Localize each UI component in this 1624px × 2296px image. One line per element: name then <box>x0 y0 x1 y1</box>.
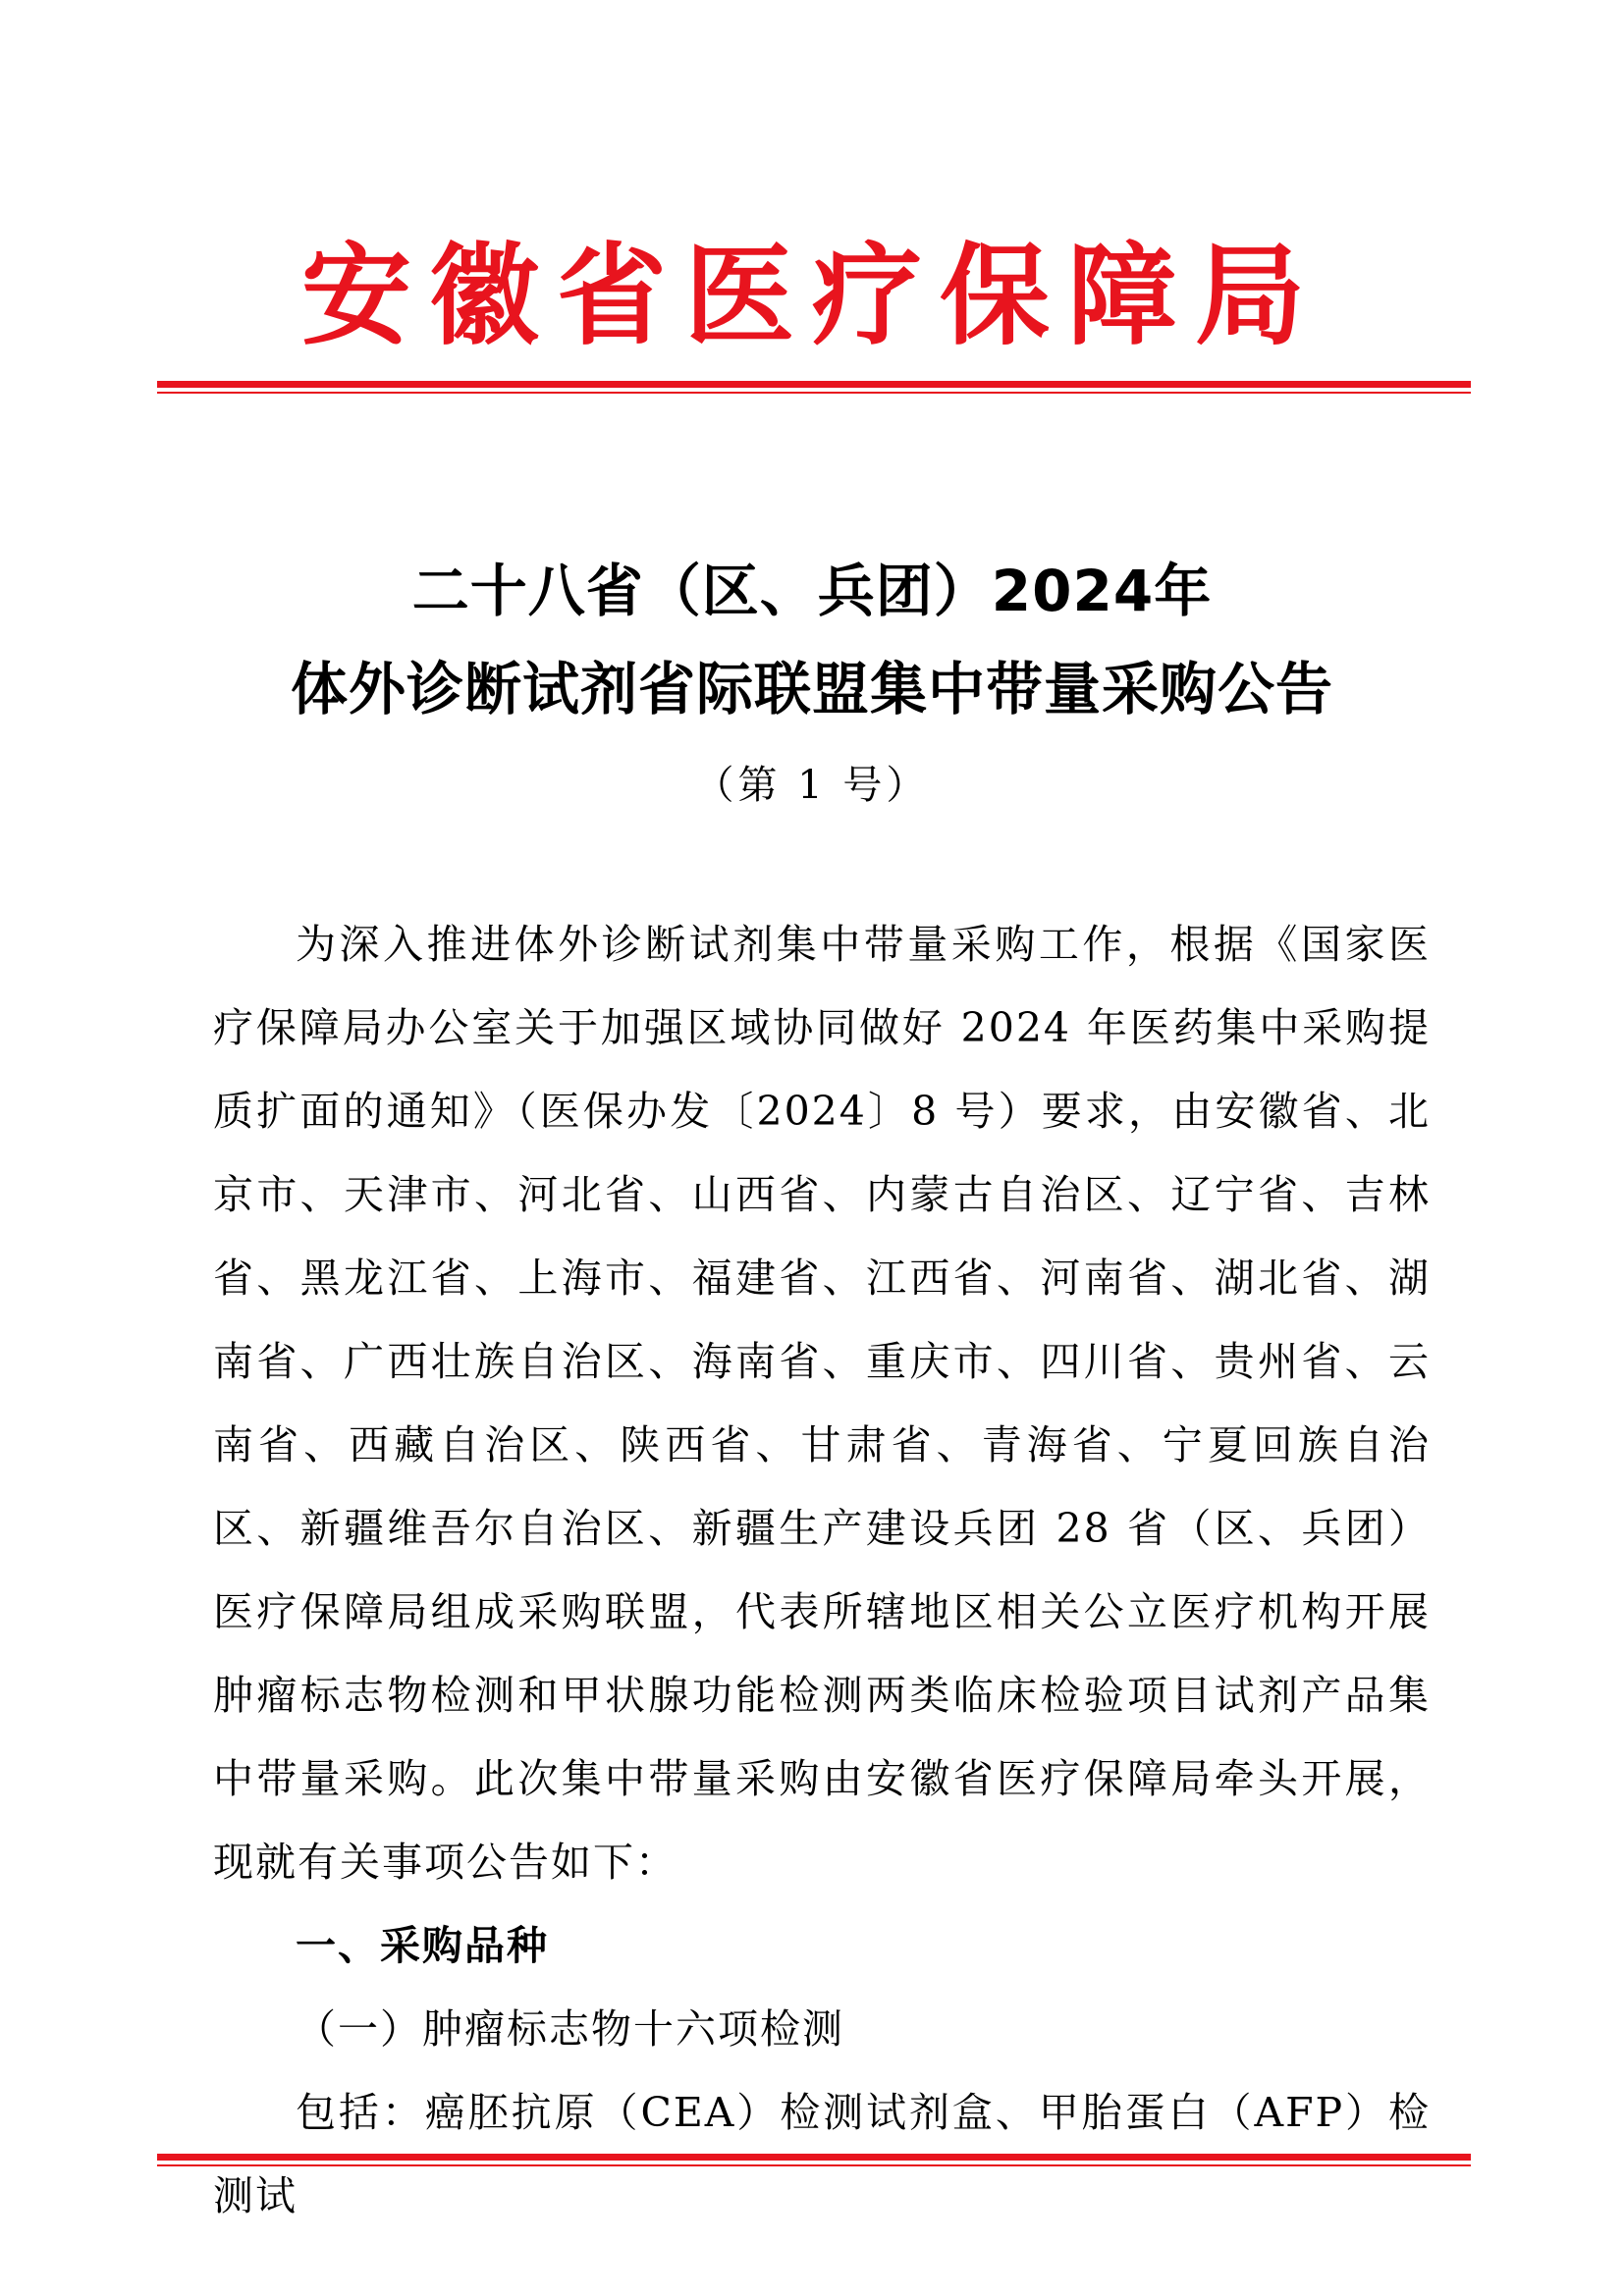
subsection-heading-tumor-markers: （一）肿瘤标志物十六项检测 <box>296 2005 844 2053</box>
document-title-line-1: 二十八省（区、兵团）2024年 <box>411 558 1213 624</box>
intro-paragraph: 为深入推进体外诊断试剂集中带量采购工作，根据《国家医疗保障局办公室关于加强区域协同做好 2024 年医药集中采购提质扩面的通知》（医保办发〔2024〕8 号）要求，由安徽省、北京市、天津市、河北省、山西省、内蒙古自治区、辽宁省、吉林省、黑龙江省、上海市、福建省、江西省、河南省、湖北省、湖南省、广西壮族自治区、海南省、重庆市、四川省、贵州省、云南省、西藏自治区、陕西省、甘肃省、青海省、宁夏回族自治区、新疆维吾尔自治区、新疆生产建设兵团 28 省（区、兵团）医疗保障局组成采购联盟，代表所辖地区相关公立医疗机构开展肿瘤标志物检测和甲状腺功能检测两类临床检验项目试剂产品集中带量采购。此次集中带量采购由安徽省医疗保障局牵头开展，现就有关事项公告如下： <box>213 921 1431 1886</box>
subsection-paragraph-tumor-markers: 包括：癌胚抗原（CEA）检测试剂盒、甲胎蛋白（AFP）检测试 <box>213 2089 1431 2219</box>
document-title-line-2: 体外诊断试剂省际联盟集中带量采购公告 <box>290 656 1333 722</box>
document-number: （第 1 号） <box>694 763 930 808</box>
document-body <box>213 903 1431 2238</box>
letterhead-org-name: 安徽省医疗保障局 <box>301 232 1323 360</box>
footer-red-rule <box>157 2154 1471 2166</box>
letterhead-red-rule <box>157 381 1471 394</box>
section-heading-procurement-varieties: 一、采购品种 <box>296 1922 549 1969</box>
